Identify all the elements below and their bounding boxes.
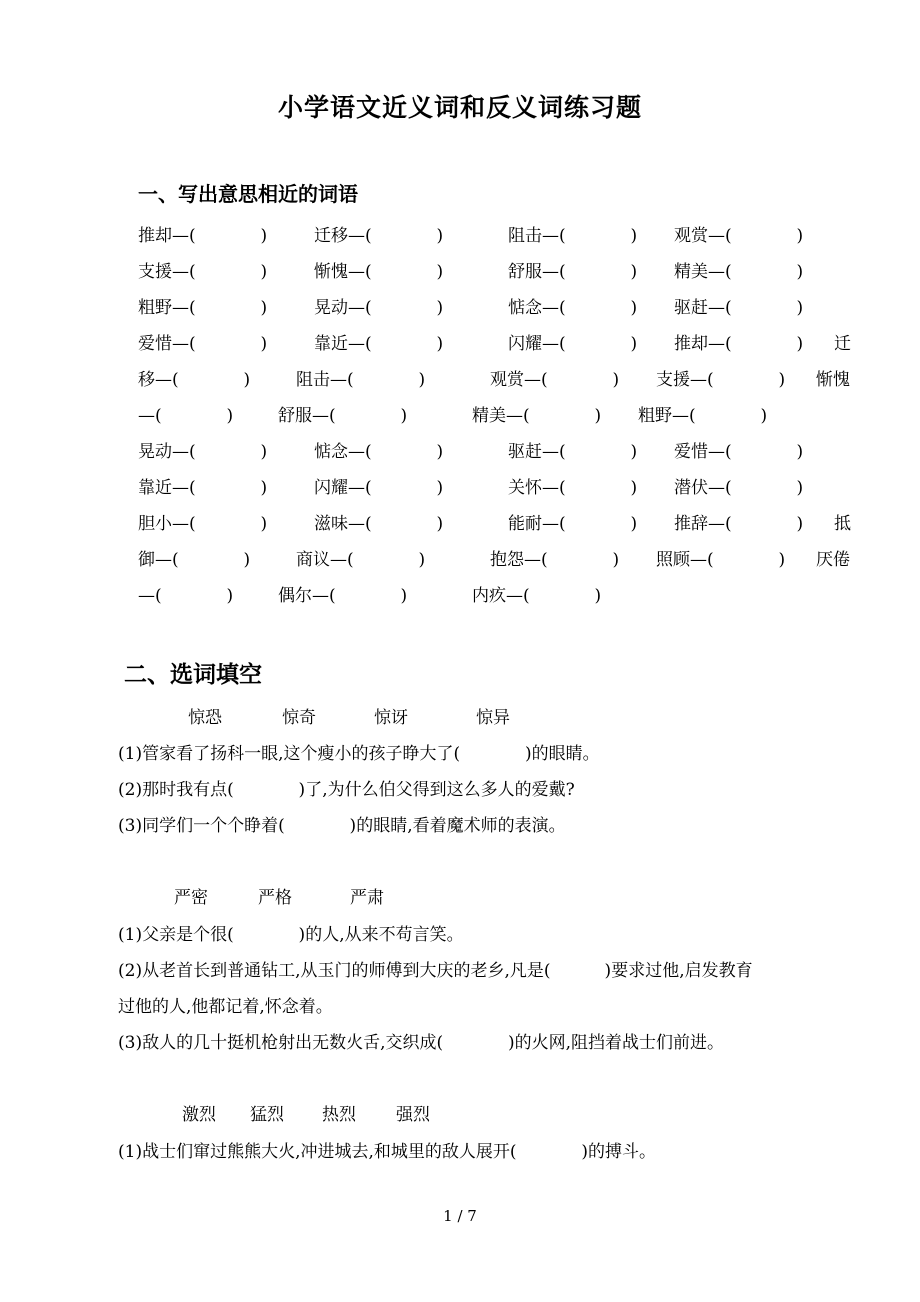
option-word: 激烈 <box>182 1105 216 1125</box>
question-line: (3)同学们一个个睁着( )的眼睛,看着魔术师的表演。 <box>118 816 566 836</box>
word-item: 晃动—( ) <box>314 298 444 318</box>
word-item: 舒服—( ) <box>508 262 638 282</box>
word-item: 关怀—( ) <box>508 478 638 498</box>
word-item: 惭愧—( ) <box>314 262 444 282</box>
word-item: 闪耀—( ) <box>508 334 638 354</box>
page-number: 1 / 7 <box>443 1207 477 1225</box>
word-item: 推却—( ) <box>138 226 268 246</box>
word-item: 迁 <box>834 334 851 354</box>
word-row <box>0 290 920 326</box>
option-word: 严肃 <box>350 888 384 908</box>
word-item: 内疚—( ) <box>472 586 602 606</box>
option-word: 惊奇 <box>282 708 316 728</box>
word-item: 精美—( ) <box>674 262 804 282</box>
word-item: 迁移—( ) <box>314 226 444 246</box>
word-item: 惭愧 <box>816 370 850 390</box>
word-item: 支援—( ) <box>656 370 786 390</box>
option-word: 惊异 <box>476 708 510 728</box>
word-item: 抵 <box>834 514 851 534</box>
option-word: 严密 <box>174 888 208 908</box>
option-word: 惊恐 <box>188 708 222 728</box>
section-1-heading: 一、写出意思相近的词语 <box>138 182 358 206</box>
word-item: 移—( ) <box>138 370 251 390</box>
word-item: 晃动—( ) <box>138 442 268 462</box>
question-line: (3)敌人的几十挺机枪射出无数火舌,交织成( )的火网,阻挡着战士们前进。 <box>118 1033 724 1053</box>
option-words-row <box>0 1097 920 1133</box>
word-item: 闪耀—( ) <box>314 478 444 498</box>
word-item: 驱赶—( ) <box>508 442 638 462</box>
word-item: 爱惜—( ) <box>138 334 268 354</box>
word-item: 惦念—( ) <box>508 298 638 318</box>
word-item: 阻击—( ) <box>508 226 638 246</box>
option-word: 惊讶 <box>374 708 408 728</box>
word-item: 能耐—( ) <box>508 514 638 534</box>
question-line: (2)那时我有点( )了,为什么伯父得到这么多人的爱戴? <box>118 780 575 800</box>
word-item: 驱赶—( ) <box>674 298 804 318</box>
option-words-row <box>0 880 920 916</box>
word-item: 粗野—( ) <box>138 298 268 318</box>
word-row <box>0 470 920 506</box>
word-item: —( ) <box>138 406 234 426</box>
word-item: 靠近—( ) <box>314 334 444 354</box>
word-item: 观赏—( ) <box>490 370 620 390</box>
word-item: 胆小—( ) <box>138 514 268 534</box>
option-word: 热烈 <box>322 1105 356 1125</box>
word-item: 御—( ) <box>138 550 251 570</box>
option-word: 严格 <box>258 888 292 908</box>
section-2-heading: 二、选词填空 <box>124 661 262 688</box>
word-item: 推却—( ) <box>674 334 804 354</box>
page-title: 小学语文近义词和反义词练习题 <box>277 93 642 122</box>
word-item: 潜伏—( ) <box>674 478 804 498</box>
word-row <box>0 398 920 434</box>
word-item: 滋味—( ) <box>314 514 444 534</box>
word-item: 照顾—( ) <box>656 550 786 570</box>
word-item: 偶尔—( ) <box>278 586 408 606</box>
word-row <box>0 218 920 254</box>
word-row <box>0 578 920 614</box>
word-item: 支援—( ) <box>138 262 268 282</box>
word-item: 抱怨—( ) <box>490 550 620 570</box>
word-item: 精美—( ) <box>472 406 602 426</box>
word-item: 舒服—( ) <box>278 406 408 426</box>
word-row <box>0 362 920 398</box>
word-item: 靠近—( ) <box>138 478 268 498</box>
word-row <box>0 434 920 470</box>
question-line: 过他的人,他都记着,怀念着。 <box>118 997 333 1017</box>
option-word: 猛烈 <box>250 1105 284 1125</box>
word-item: 推辞—( ) <box>674 514 804 534</box>
question-line: (1)战士们窜过熊熊大火,冲进城去,和城里的敌人展开( )的搏斗。 <box>118 1142 656 1162</box>
word-item: 惦念—( ) <box>314 442 444 462</box>
word-row <box>0 254 920 290</box>
question-line: (2)从老首长到普通钻工,从玉门的师傅到大庆的老乡,凡是( )要求过他,启发教育 <box>118 961 753 981</box>
word-item: 粗野—( ) <box>638 406 768 426</box>
option-word: 强烈 <box>396 1105 430 1125</box>
word-item: 观赏—( ) <box>674 226 804 246</box>
word-row <box>0 506 920 542</box>
question-line: (1)管家看了扬科一眼,这个瘦小的孩子睁大了( )的眼睛。 <box>118 744 600 764</box>
word-item: 商议—( ) <box>296 550 426 570</box>
word-item: —( ) <box>138 586 234 606</box>
word-row <box>0 542 920 578</box>
word-item: 阻击—( ) <box>296 370 426 390</box>
question-line: (1)父亲是个很( )的人,从来不苟言笑。 <box>118 925 464 945</box>
word-item: 厌倦 <box>816 550 850 570</box>
word-item: 爱惜—( ) <box>674 442 804 462</box>
word-row <box>0 326 920 362</box>
option-words-row <box>0 700 920 736</box>
